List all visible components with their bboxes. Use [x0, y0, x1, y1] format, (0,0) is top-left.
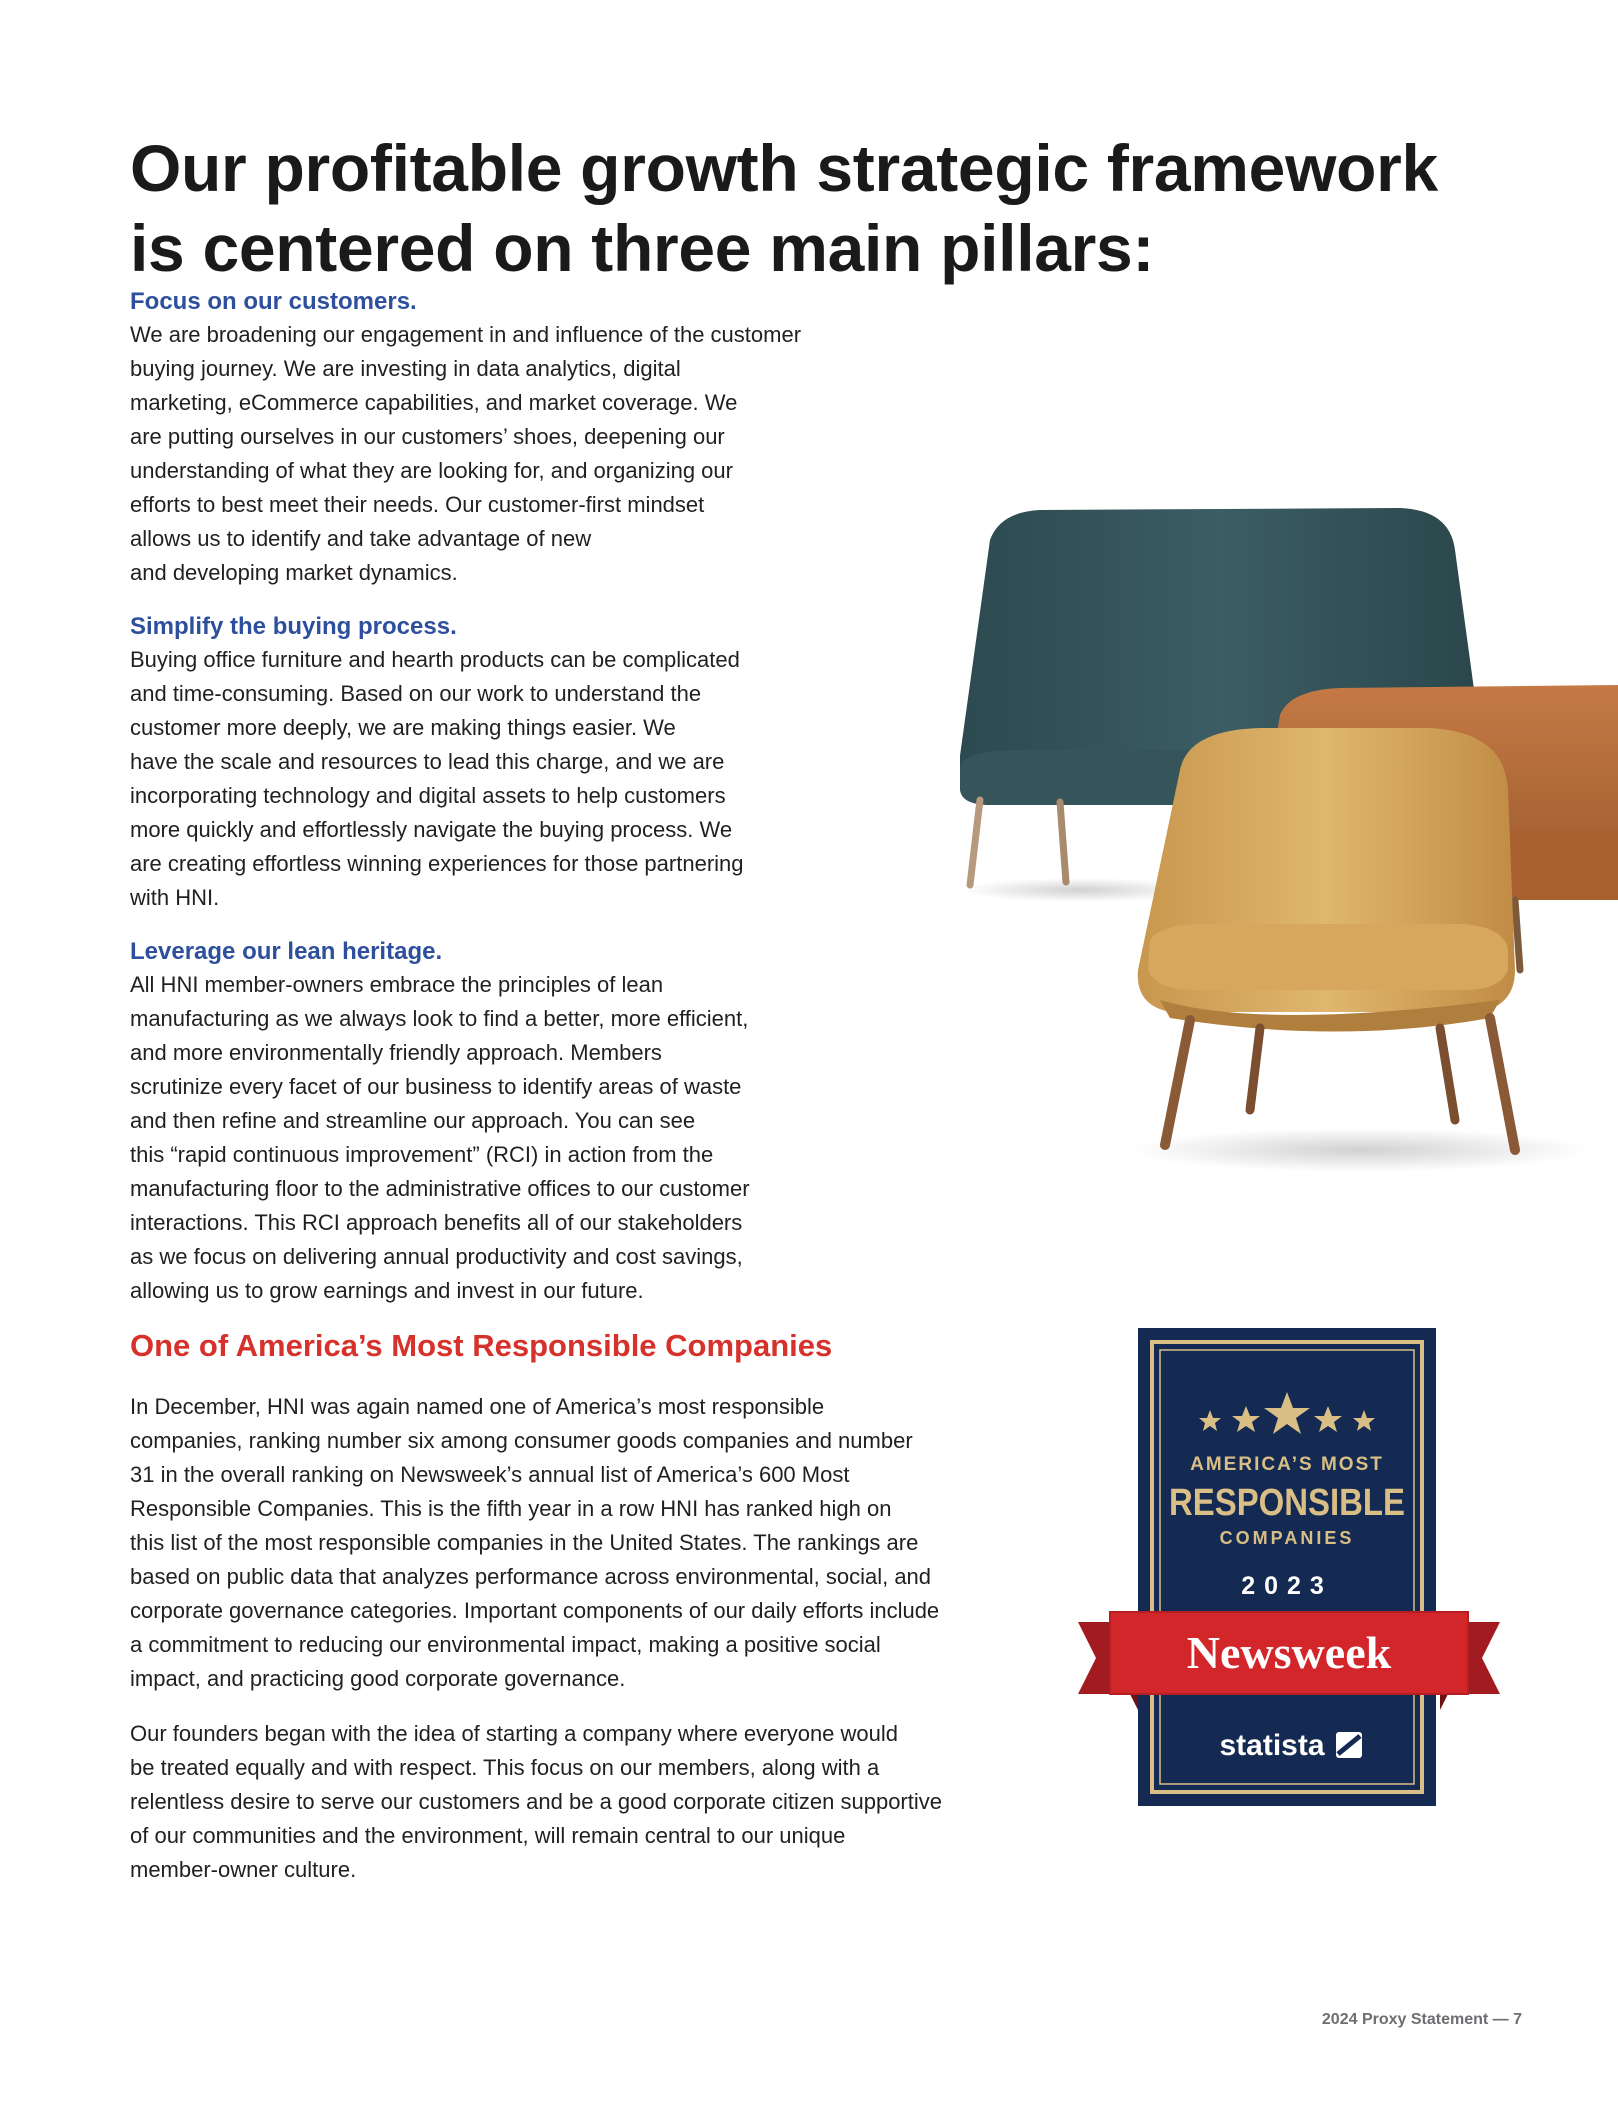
statista-mark-icon — [1336, 1732, 1362, 1758]
pillar-text: We are broadening our engagement in and influence of the customer buying journey. We are investing in data analytics, digital marketing, eCommerce capabilities, and market coverage. We are putting ourselves in our customers’ shoes, deepening our understanding of what they are looking for, and organizing our efforts to best meet their needs. Our customer-first mindset allows us to identify and take advantage of new and developing market dynamics. — [130, 322, 802, 585]
statista-logo: statista — [1219, 1729, 1325, 1762]
furniture-photo — [960, 500, 1618, 1180]
pillar-simplify — [130, 611, 744, 915]
pillar-text: All HNI member-owners embrace the principles of lean manufacturing as we always look to find a better, more efficient, and more environmentally friendly approach. Members scrutinize every facet of our business to identify areas of waste and then refine and streamline our approach. You can see this “rapid continuous improvement” (RCI) in action from the manufacturing floor to the administrative offices to our customer interactions. This RCI approach benefits all of our stakeholders as we focus on delivering annual productivity and cost savings, allowing us to grow earnings and invest in our future. — [130, 972, 750, 1303]
responsible-paragraph-2: Our founders began with the idea of starting a company where everyone would be treated equally and with respect. This focus on our members, along with a relentless desire to serve our customers and be a good corporate citizen supportive of our communities and the environment, will remain central to our unique member-owner culture. — [130, 1721, 942, 1882]
section-heading-responsible: One of America’s Most Responsible Companies — [130, 1328, 833, 1363]
page-title — [130, 128, 1480, 288]
pillar-lean — [130, 936, 750, 1308]
badge-line-2: RESPONSIBLE — [1169, 1482, 1405, 1524]
page-title-line-1: Our profitable growth strategic framework — [130, 131, 1438, 205]
newsweek-logo: Newsweek — [1186, 1627, 1392, 1678]
pillar-heading: Leverage our lean heritage. — [130, 938, 443, 965]
page-footer: 2024 Proxy Statement — 7 — [1321, 2011, 1522, 2028]
pillar-text: Buying office furniture and hearth products can be complicated and time-consuming. Based on our work to understand the customer more deeply, we are making things easier. We have the scale and resources to lead this charge, and we are incorporating technology and digital assets to help customers more quickly and effortlessly navigate the buying process. We are creating effortless winning experiences for those partnering with HNI. — [130, 647, 744, 910]
badge-year: 2023 — [1241, 1572, 1333, 1600]
pillar-customers — [130, 286, 801, 590]
pillar-heading: Focus on our customers. — [130, 288, 417, 315]
pillar-heading: Simplify the buying process. — [130, 613, 457, 640]
page-title-line-2: is centered on three main pillars: — [130, 211, 1155, 285]
responsible-paragraph-1: In December, HNI was again named one of America’s most responsible companies, ranking number six among consumer goods companies and number 31 in the overall ranking on Newsweek’s annual list of America’s 600 Most Responsible Companies. This is the fifth year in a row HNI has ranked high on this list of the most responsible companies in the United States. The rankings are based on public data that analyzes performance across environmental, social, and corporate governance categories. Important components of our daily efforts include a commitment to reducing our environmental impact, making a positive social impact, and practicing good corporate governance. — [130, 1394, 940, 1691]
mustard-chair — [1138, 728, 1515, 1150]
newsweek-award-badge — [1076, 1322, 1502, 1812]
badge-line-3: COMPANIES — [1219, 1528, 1355, 1548]
badge-line-1: AMERICA’S MOST — [1190, 1454, 1384, 1475]
